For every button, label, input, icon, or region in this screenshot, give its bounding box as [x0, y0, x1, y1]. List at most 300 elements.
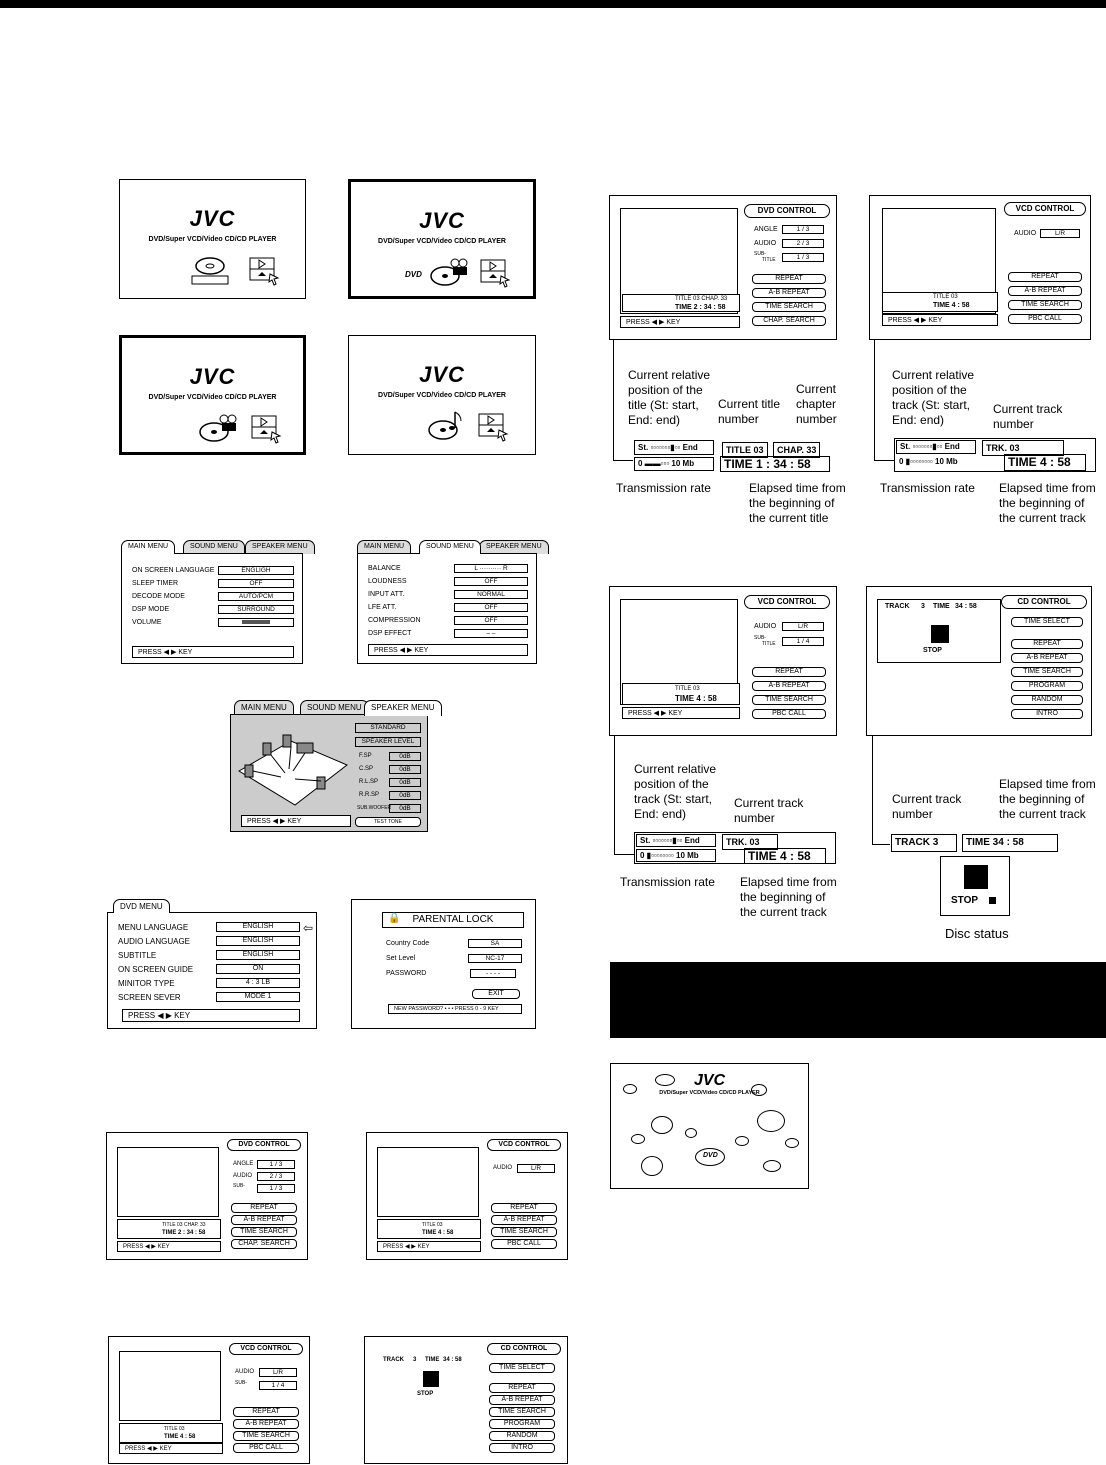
leader-line — [614, 854, 634, 855]
cd-control-screen — [866, 586, 1092, 736]
audio-label: AUDIO — [754, 240, 777, 247]
rate-value: 10 Mb — [676, 851, 699, 860]
section-header-bar — [610, 962, 1106, 1038]
subtitle-value[interactable]: 1 / 4 — [782, 637, 824, 646]
intro-button[interactable]: INTRO — [489, 1443, 555, 1453]
time-search-button[interactable]: TIME SEARCH — [231, 1227, 297, 1237]
bubble-icon — [735, 1136, 749, 1146]
press-key-hint: PRESS ◀ ▶ KEY — [241, 815, 351, 827]
audio-value[interactable]: L/R — [782, 622, 824, 631]
vcd-control-title: VCD CONTROL — [1004, 202, 1086, 216]
rate-value: 10 Mb — [671, 459, 695, 468]
position-bar: St. ▫▫▫▫▫▫▫▮▫▫ End — [634, 440, 714, 455]
menu-row-value[interactable]: OFF — [218, 579, 294, 588]
callout-line: the beginning of — [999, 496, 1085, 510]
dvd-control-screen-small — [106, 1132, 308, 1260]
menu-row-value[interactable]: OFF — [454, 577, 528, 586]
callout-track-number — [734, 796, 803, 826]
tab-sound-menu[interactable]: SOUND MENU — [183, 540, 245, 554]
menu-row-value[interactable]: OFF — [454, 616, 528, 625]
ab-repeat-button[interactable]: A-B REPEAT — [1011, 653, 1083, 663]
jvc-logo: JVC — [419, 208, 465, 233]
status-time: TIME 4 : 58 — [675, 694, 717, 703]
volume-slider[interactable] — [218, 618, 294, 627]
speaker-menu-panel — [230, 714, 428, 832]
callout-transmission-rate: Transmission rate — [880, 481, 975, 495]
repeat-button[interactable]: REPEAT — [1008, 272, 1082, 282]
track-display: TRK. 03 — [982, 440, 1064, 456]
menu-row-label: DSP MODE — [132, 606, 170, 613]
press-key-hint: PRESS ◀ ▶ KEY — [117, 1241, 221, 1252]
dvd-control-title: DVD CONTROL — [744, 204, 830, 218]
menu-row-value[interactable]: ON — [216, 964, 300, 974]
pbc-call-button[interactable]: PBC CALL — [752, 709, 826, 719]
menu-row-label: ON SCREEN LANGUAGE — [132, 567, 215, 574]
speaker-label: F.SP — [359, 753, 372, 759]
status-title: TITLE 03 — [933, 294, 958, 300]
menu-row-value[interactable]: OFF — [454, 603, 528, 612]
audio-label: AUDIO — [754, 623, 777, 630]
dvd-menu-screen — [107, 899, 317, 1029]
callout-line: position of the — [892, 383, 967, 397]
status-time: TIME 4 : 58 — [933, 302, 970, 309]
pbc-call-button[interactable]: PBC CALL — [1008, 314, 1082, 324]
status-time: TIME 2 : 34 : 58 — [675, 304, 726, 311]
ab-repeat-button[interactable]: A-B REPEAT — [491, 1215, 557, 1225]
chap-search-button[interactable]: CHAP. SEARCH — [231, 1239, 297, 1249]
menu-row-label: VOLUME — [132, 619, 162, 626]
callout-transmission-rate: Transmission rate — [616, 481, 711, 495]
stop-square-icon — [423, 1371, 439, 1387]
pointer-arrow-icon: ⇦ — [303, 921, 314, 935]
callout-line: Elapsed time from — [999, 777, 1096, 791]
bubble-icon — [655, 1074, 675, 1086]
repeat-button[interactable]: REPEAT — [491, 1203, 557, 1213]
password-field[interactable]: - - - - — [470, 969, 516, 978]
bubble-icon — [785, 1138, 799, 1148]
time-display: TIME 34 : 58 — [962, 834, 1058, 852]
time-search-button[interactable]: TIME SEARCH — [752, 695, 826, 705]
time-label: TIME — [933, 603, 950, 610]
intro-button[interactable]: INTRO — [1011, 709, 1083, 719]
rate-zero: 0 — [899, 457, 904, 466]
vcd-control-screen-small-b — [108, 1336, 310, 1464]
repeat-button[interactable]: REPEAT — [752, 274, 826, 284]
callout-elapsed-time — [749, 481, 846, 526]
menu-row-value[interactable]: NORMAL — [454, 590, 528, 599]
time-select-button[interactable]: TIME SELECT — [1011, 617, 1083, 627]
jvc-logo: JVC — [189, 364, 236, 389]
speaker-layout-diagram — [235, 721, 351, 809]
disc-camera-icon — [198, 412, 240, 444]
ab-repeat-button[interactable]: A-B REPEAT — [752, 681, 826, 691]
callout-line: number — [892, 807, 933, 821]
callout-line: number — [993, 417, 1034, 431]
splash-subtitle: DVD/Super VCD/Video CD/CD PLAYER — [378, 392, 506, 399]
video-area — [119, 1351, 221, 1421]
menu-row-label: MINITOR TYPE — [118, 979, 175, 988]
program-button[interactable]: PROGRAM — [1011, 681, 1083, 691]
bubble-icon — [631, 1134, 645, 1144]
track-label: TRACK — [383, 1357, 404, 1363]
rate-value: 10 Mb — [935, 457, 958, 466]
callout-position-track — [892, 368, 974, 428]
audio-value[interactable]: L/R — [517, 1164, 555, 1173]
bubble-icon — [685, 1128, 697, 1138]
track-value: 3 — [413, 1357, 417, 1363]
callout-line: Current relative — [892, 368, 975, 382]
disc-status: STOP — [417, 1391, 434, 1397]
subtitle-label-2: TITLE — [762, 641, 776, 647]
subtitle-label: SUB- — [233, 1183, 245, 1189]
splash-subtitle: DVD/Super VCD/Video CD/CD PLAYER — [378, 238, 506, 245]
subtitle-value[interactable]: 1 / 3 — [257, 1184, 295, 1193]
press-key-hint: PRESS ◀ ▶ KEY — [377, 1241, 481, 1252]
audio-label: AUDIO — [233, 1173, 253, 1179]
callout-line: the current track — [740, 905, 827, 919]
callout-line: number — [718, 412, 759, 426]
stop-label: STOP — [951, 895, 979, 906]
video-area — [117, 1147, 219, 1217]
subtitle-label: SUB- — [235, 1380, 247, 1386]
speaker-label: R.L.SP — [359, 779, 379, 785]
pbc-call-button[interactable]: PBC CALL — [233, 1443, 299, 1453]
speaker-menu-screen — [230, 700, 435, 832]
disc-camera-icon — [429, 256, 471, 288]
callout-line: position of the — [628, 383, 703, 397]
callout-track-number — [993, 402, 1062, 432]
press-key-hint: PRESS ◀ ▶ KEY — [122, 1009, 300, 1022]
splash-subtitle: DVD/Super VCD/Video CD/CD PLAYER — [148, 394, 277, 401]
status-panel — [377, 1219, 481, 1239]
password-hint: NEW PASSWORD? • • • PRESS 0 - 9 KEY — [388, 1004, 522, 1014]
time-search-button[interactable]: TIME SEARCH — [491, 1227, 557, 1237]
menu-row-value[interactable]: – – — [454, 629, 528, 638]
play-eject-icon — [248, 256, 282, 286]
callout-line: Current relative — [628, 368, 711, 382]
subtitle-label: SUB- — [754, 251, 766, 257]
callout-line: Current track — [993, 402, 1063, 416]
leader-line — [874, 340, 875, 460]
menu-row-value[interactable]: ENGLISH — [216, 936, 300, 946]
press-key-hint: PRESS ◀ ▶ KEY — [622, 707, 740, 719]
status-title: TITLE 03 — [164, 1426, 185, 1432]
callout-line: the beginning of — [749, 496, 835, 510]
subtitle-value[interactable]: 1 / 3 — [782, 253, 824, 262]
speaker-level-value[interactable]: 0dB — [389, 765, 421, 774]
dvd-control-screen — [609, 195, 837, 340]
pbc-call-button[interactable]: PBC CALL — [491, 1239, 557, 1249]
tab-dvd-menu[interactable]: DVD MENU — [113, 899, 170, 913]
time-search-button[interactable]: TIME SEARCH — [489, 1407, 555, 1417]
ab-repeat-button[interactable]: A-B REPEAT — [752, 288, 826, 298]
menu-row-value[interactable]: ENGLISH — [216, 950, 300, 960]
track-display: TRACK 3 — [891, 834, 957, 852]
tab-speaker-menu[interactable]: SPEAKER MENU — [364, 700, 442, 716]
menu-row-label: COMPRESSION — [368, 617, 421, 624]
callout-line: Current — [796, 382, 837, 396]
country-code-value[interactable]: SA — [468, 939, 522, 948]
menu-row-label: AUDIO LANGUAGE — [118, 937, 191, 946]
bubble-icon — [757, 1110, 785, 1132]
ab-repeat-button[interactable]: A-B REPEAT — [1008, 286, 1082, 296]
callout-line: Elapsed time from — [740, 875, 837, 889]
press-key-hint: PRESS ◀ ▶ KEY — [132, 646, 294, 658]
subtitle-label-2: TITLE — [762, 257, 776, 263]
leader-line — [874, 460, 894, 461]
repeat-button[interactable]: REPEAT — [752, 667, 826, 677]
angle-value[interactable]: 1 / 3 — [782, 225, 824, 234]
set-level-value[interactable]: NC-17 — [468, 954, 522, 963]
speaker-label: SUB.WOOFER — [357, 805, 392, 811]
time-display: TIME 4 : 58 — [744, 848, 826, 864]
random-button[interactable]: RANDOM — [1011, 695, 1083, 705]
callout-position-title — [628, 368, 710, 428]
menu-row-value[interactable]: SURROUND — [218, 605, 294, 614]
disc-music-icon — [427, 408, 467, 442]
random-button[interactable]: RANDOM — [489, 1431, 555, 1441]
callout-line: the beginning of — [740, 890, 826, 904]
vcd-control-title: VCD CONTROL — [744, 595, 830, 609]
menu-row-label: Set Level — [386, 955, 416, 962]
callout-line: the beginning of — [999, 792, 1085, 806]
audio-label: AUDIO — [1014, 230, 1037, 237]
repeat-button[interactable]: REPEAT — [231, 1203, 297, 1213]
menu-row-label: Country Code — [386, 940, 430, 947]
vcd-control-title: VCD CONTROL — [487, 1139, 561, 1151]
ab-repeat-button[interactable]: A-B REPEAT — [233, 1419, 299, 1429]
menu-row-value[interactable]: 4 : 3 LB — [216, 978, 300, 988]
tab-speaker-menu[interactable]: SPEAKER MENU — [479, 540, 549, 554]
status-title: TITLE 03 CHAP. 33 — [162, 1222, 206, 1228]
time-search-button[interactable]: TIME SEARCH — [233, 1431, 299, 1441]
chapter-display: CHAP. 33 — [773, 442, 820, 458]
parental-lock-title: PARENTAL LOCK — [382, 912, 524, 928]
press-key-hint: PRESS ◀ ▶ KEY — [119, 1443, 223, 1454]
time-display: TIME 4 : 58 — [1004, 454, 1086, 471]
rate-zero: 0 — [638, 459, 643, 468]
jvc-logo: JVC — [693, 1072, 726, 1089]
tab-main-menu[interactable]: MAIN MENU — [357, 540, 411, 554]
audio-value[interactable]: L/R — [1040, 229, 1080, 238]
callout-line: the current title — [749, 511, 829, 525]
callout-line: Current title — [718, 397, 781, 411]
rate-bar: 0 ▮▫▫▫▫▫▫▫▫ 10 Mb — [899, 457, 958, 466]
repeat-button[interactable]: REPEAT — [1011, 639, 1083, 649]
splash-screen-4 — [348, 335, 536, 455]
status-title: TITLE 03 CHAP. 33 — [675, 296, 728, 302]
callout-line: the current track — [999, 511, 1086, 525]
bubble-icon — [623, 1084, 637, 1094]
dvd-menu-panel — [107, 912, 317, 1029]
speaker-level-value[interactable]: 0dB — [389, 804, 421, 813]
menu-row-label: PASSWORD — [386, 970, 427, 977]
subtitle-value[interactable]: 1 / 4 — [259, 1381, 297, 1390]
audio-value[interactable]: L/R — [259, 1368, 297, 1377]
tab-sound-menu[interactable]: SOUND MENU — [419, 540, 481, 554]
press-key-hint: PRESS ◀ ▶ KEY — [882, 314, 998, 326]
leader-line — [872, 844, 890, 845]
jvc-logo: JVC — [419, 362, 465, 387]
bubble-icon — [751, 1084, 767, 1096]
menu-row-value[interactable]: L ·········· R — [454, 564, 528, 573]
tab-main-menu[interactable]: MAIN MENU — [121, 540, 175, 554]
ab-repeat-button[interactable]: A-B REPEAT — [489, 1395, 555, 1405]
audio-label: AUDIO — [493, 1165, 513, 1171]
leader-line — [613, 460, 633, 461]
menu-row-label: LFE ATT. — [368, 604, 397, 611]
play-eject-icon — [479, 258, 513, 288]
audio-value[interactable]: 2 / 3 — [257, 1172, 295, 1181]
callout-disc-status: Disc status — [945, 926, 1009, 941]
menu-row-value[interactable]: MODE 1 — [216, 992, 300, 1002]
standard-button[interactable]: STANDARD — [355, 723, 421, 733]
menu-row-label: SLEEP TIMER — [132, 580, 179, 587]
time-select-button[interactable]: TIME SELECT — [489, 1363, 555, 1373]
callout-transmission-rate: Transmission rate — [620, 875, 715, 889]
vcd-control-title: VCD CONTROL — [229, 1343, 303, 1355]
callout-chapter-number — [796, 382, 837, 427]
parental-lock-screen — [351, 899, 536, 1029]
top-rule — [0, 0, 1106, 8]
position-bar: St. ▫▫▫▫▫▫▫▮▫▫ End — [896, 440, 976, 454]
menu-row-label: SCREEN SEVER — [118, 993, 181, 1002]
screen-saver-screen — [610, 1063, 809, 1189]
time-search-button[interactable]: TIME SEARCH — [752, 302, 826, 312]
rate-bar: 0 ▮▫▫▫▫▫▫▫▫ 10 Mb — [636, 849, 716, 862]
angle-label: ANGLE — [233, 1161, 254, 1167]
callout-line: track (St: start, — [892, 398, 971, 412]
menu-row-label: SUBTITLE — [118, 951, 157, 960]
callout-line: position of the — [634, 777, 709, 791]
status-time: TIME 4 : 58 — [422, 1230, 454, 1236]
menu-row-value[interactable]: ENGLISH — [216, 922, 300, 932]
stop-square-icon — [931, 625, 949, 643]
leader-line — [614, 736, 615, 854]
play-eject-icon — [477, 412, 511, 442]
dvd-logo: DVD — [703, 1152, 718, 1159]
press-key-hint: PRESS ◀ ▶ KEY — [368, 644, 528, 656]
callout-line: Current track — [892, 792, 962, 806]
status-panel — [622, 294, 740, 312]
menu-row-label: DECODE MODE — [132, 593, 185, 600]
menu-row-label: BALANCE — [368, 565, 401, 572]
menu-row-label: ON SCREEN GUIDE — [118, 965, 194, 974]
time-search-button[interactable]: TIME SEARCH — [1008, 300, 1082, 310]
rate-zero: 0 — [640, 851, 645, 860]
time-value: 34 : 58 — [443, 1357, 462, 1363]
angle-value[interactable]: 1 / 3 — [257, 1160, 295, 1169]
lock-icon: 🔒 — [388, 913, 401, 924]
callout-line: End: end) — [892, 413, 945, 427]
dvd-logo: DVD — [405, 270, 422, 279]
end-label: End — [682, 443, 698, 452]
sound-menu-panel — [357, 553, 537, 664]
chap-search-button[interactable]: CHAP. SEARCH — [752, 316, 826, 326]
status-panel — [119, 1423, 223, 1443]
repeat-button[interactable]: REPEAT — [233, 1407, 299, 1417]
callout-line: chapter — [796, 397, 837, 411]
menu-row-label: DSP EFFECT — [368, 630, 412, 637]
track-value: 3 — [921, 603, 925, 610]
leader-line — [613, 340, 614, 460]
disc-tray-icon — [190, 252, 230, 286]
cd-control-title: CD CONTROL — [1001, 595, 1087, 609]
position-bar: St. ▫▫▫▫▫▫▫▮▫▫ End — [636, 834, 716, 847]
program-button[interactable]: PROGRAM — [489, 1419, 555, 1429]
callout-elapsed-time — [999, 777, 1096, 822]
audio-value[interactable]: 2 / 3 — [782, 239, 824, 248]
status-title: TITLE 03 — [422, 1222, 443, 1228]
play-eject-icon — [250, 414, 284, 444]
callout-elapsed-time — [999, 481, 1096, 526]
splash-subtitle: DVD/Super VCD/Video CD/CD PLAYER — [148, 236, 277, 243]
speaker-level-value[interactable]: 0dB — [389, 778, 421, 787]
video-area — [377, 1147, 479, 1217]
status-time: TIME 2 : 34 : 58 — [162, 1230, 206, 1236]
menu-row-value[interactable]: AUTO/PCM — [218, 592, 294, 601]
speaker-level-value[interactable]: 0dB — [389, 752, 421, 761]
bubble-icon — [641, 1156, 663, 1176]
start-label: St. — [640, 836, 651, 845]
splash-screen-2 — [348, 179, 536, 299]
start-label: St. — [900, 442, 911, 451]
callout-line: End: end) — [634, 807, 687, 821]
status-time: TIME 4 : 58 — [164, 1434, 196, 1440]
splash-screen-1 — [119, 179, 306, 299]
test-tone-button[interactable]: TEST TONE — [355, 817, 421, 827]
time-display: TIME 1 : 34 : 58 — [720, 456, 830, 472]
bubble-icon — [763, 1160, 781, 1172]
callout-elapsed-time — [740, 875, 837, 920]
tab-speaker-menu[interactable]: SPEAKER MENU — [245, 540, 315, 554]
end-label: End — [944, 442, 960, 451]
jvc-logo: JVC — [189, 206, 236, 231]
menu-row-label: LOUDNESS — [368, 578, 407, 585]
callout-line: number — [796, 412, 837, 426]
end-label: End — [684, 836, 700, 845]
callout-line: the current track — [999, 807, 1086, 821]
callout-track-number — [892, 792, 961, 822]
menu-row-value[interactable]: ENGLIGH — [218, 566, 294, 575]
vcd-control-screen — [869, 195, 1091, 340]
vcd-control-screen-small — [366, 1132, 568, 1260]
callout-line: number — [734, 811, 775, 825]
dvd-control-title: DVD CONTROL — [227, 1139, 301, 1151]
time-value: 34 : 58 — [955, 603, 977, 610]
time-search-button[interactable]: TIME SEARCH — [1011, 667, 1083, 677]
status-panel — [622, 683, 740, 705]
exit-button[interactable]: EXIT — [472, 989, 520, 999]
speaker-level-button[interactable]: SPEAKER LEVEL — [355, 737, 421, 747]
callout-line: Elapsed time from — [999, 481, 1096, 495]
speaker-level-value[interactable]: 0dB — [389, 791, 421, 800]
callout-line: End: end) — [628, 413, 681, 427]
tab-main-menu[interactable]: MAIN MENU — [234, 700, 294, 716]
disc-status: STOP — [923, 647, 942, 654]
stop-small-icon — [989, 897, 996, 904]
menu-row-label: MENU LANGUAGE — [118, 923, 189, 932]
splash-screen-3 — [119, 335, 306, 455]
status-panel — [117, 1219, 221, 1239]
disc-status-display — [940, 856, 1010, 916]
title-display: TITLE 03 — [722, 442, 768, 458]
tab-sound-menu[interactable]: SOUND MENU — [300, 700, 369, 716]
ab-repeat-button[interactable]: A-B REPEAT — [231, 1215, 297, 1225]
subtitle-label: SUB- — [754, 635, 766, 641]
repeat-button[interactable]: REPEAT — [489, 1383, 555, 1393]
audio-label: AUDIO — [235, 1369, 255, 1375]
